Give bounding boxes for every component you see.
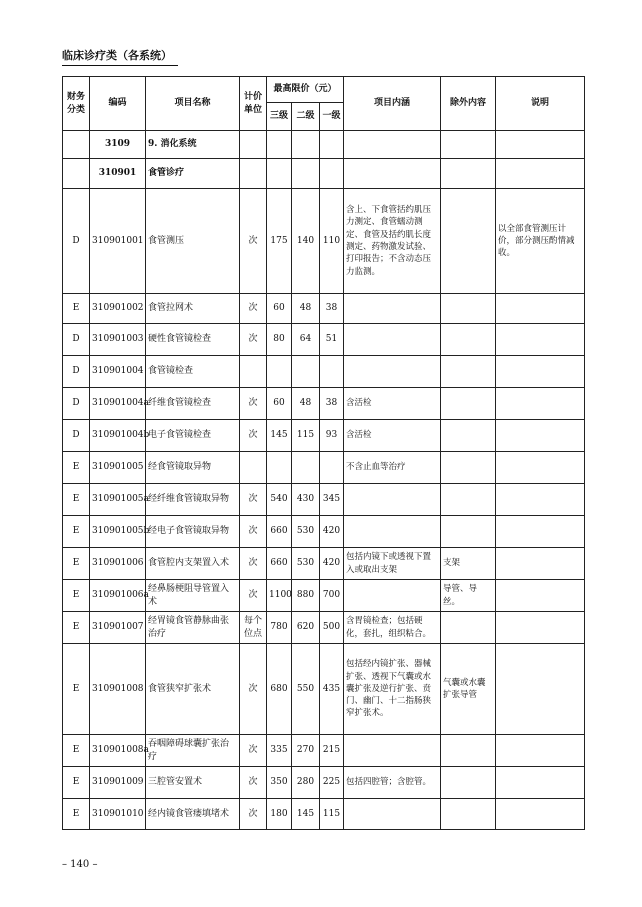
row-content: 含活检 <box>344 388 441 420</box>
row-category: E <box>63 484 90 516</box>
row-code: 310901005a <box>90 484 146 516</box>
row-price-level2: 48 <box>292 294 320 324</box>
row-code: 310901005 <box>90 452 146 484</box>
row-exclusions: 导管、导丝。 <box>441 580 496 612</box>
row-content <box>344 324 441 356</box>
row-exclusions: 气囊或水囊扩张导管 <box>441 644 496 735</box>
row-exclusions <box>441 420 496 452</box>
row-code: 310901010 <box>90 799 146 830</box>
row-category: E <box>63 452 90 484</box>
row-code: 310901008a <box>90 735 146 767</box>
row-name: 食管腔内支架置入术 <box>146 548 240 580</box>
row-exclusions <box>441 356 496 388</box>
row-price-level3: 540 <box>267 484 292 516</box>
row-category: D <box>63 420 90 452</box>
row-content <box>344 294 441 324</box>
row-category: E <box>63 612 90 644</box>
row-price-level2 <box>292 356 320 388</box>
price-table <box>62 76 585 830</box>
row-exclusions: 支架 <box>441 548 496 580</box>
row-content <box>344 580 441 612</box>
row-price-level2: 550 <box>292 644 320 735</box>
table-row <box>63 189 585 294</box>
row-notes <box>496 580 585 612</box>
row-content <box>344 159 441 189</box>
row-name: 经鼻肠梗阻导管置入术 <box>146 580 240 612</box>
row-content: 不含止血等治疗 <box>344 452 441 484</box>
row-price-level1: 93 <box>320 420 344 452</box>
row-price-level2 <box>292 159 320 189</box>
table-row <box>63 356 585 388</box>
row-price-level2: 145 <box>292 799 320 830</box>
row-price-level1: 345 <box>320 484 344 516</box>
row-name: 电子食管镜检查 <box>146 420 240 452</box>
row-price-level2: 48 <box>292 388 320 420</box>
row-price-level1: 38 <box>320 388 344 420</box>
row-price-level1: 700 <box>320 580 344 612</box>
row-category: E <box>63 735 90 767</box>
row-name: 食管狭窄扩张术 <box>146 644 240 735</box>
row-notes <box>496 420 585 452</box>
row-unit: 次 <box>240 516 267 548</box>
row-notes <box>496 735 585 767</box>
header-unit: 计价单位 <box>240 77 267 131</box>
header-code: 编码 <box>90 77 146 131</box>
row-price-level3 <box>267 131 292 159</box>
row-price-level1: 420 <box>320 548 344 580</box>
row-notes <box>496 799 585 830</box>
row-code: 310901005b <box>90 516 146 548</box>
row-price-level2: 530 <box>292 548 320 580</box>
row-category: D <box>63 189 90 294</box>
row-price-level2: 270 <box>292 735 320 767</box>
row-exclusions <box>441 324 496 356</box>
row-price-level3: 660 <box>267 548 292 580</box>
row-notes <box>496 356 585 388</box>
row-category: D <box>63 324 90 356</box>
row-price-level1 <box>320 159 344 189</box>
table-row <box>63 735 585 767</box>
row-unit <box>240 131 267 159</box>
row-code: 310901 <box>90 159 146 189</box>
row-exclusions <box>441 735 496 767</box>
header-level1: 一级 <box>320 103 344 131</box>
row-name: 食管镜检查 <box>146 356 240 388</box>
row-code: 310901006a <box>90 580 146 612</box>
table-row <box>63 131 585 159</box>
page-header: 临床诊疗类（各系统） <box>62 47 178 66</box>
row-content: 包括内镜下或透视下置入或取出支架 <box>344 548 441 580</box>
row-price-level2 <box>292 452 320 484</box>
row-unit: 次 <box>240 735 267 767</box>
row-content <box>344 356 441 388</box>
row-price-level3: 60 <box>267 388 292 420</box>
row-category: E <box>63 294 90 324</box>
table-row <box>63 767 585 799</box>
row-code: 310901006 <box>90 548 146 580</box>
table-row <box>63 580 585 612</box>
row-notes <box>496 131 585 159</box>
row-name: 经电子食管镜取异物 <box>146 516 240 548</box>
row-unit: 每个位点 <box>240 612 267 644</box>
row-exclusions <box>441 294 496 324</box>
row-category: E <box>63 580 90 612</box>
header-name: 项目名称 <box>146 77 240 131</box>
row-price-level2: 620 <box>292 612 320 644</box>
row-code: 310901003 <box>90 324 146 356</box>
row-notes <box>496 324 585 356</box>
header-category: 财务分类 <box>63 77 90 131</box>
row-price-level1: 500 <box>320 612 344 644</box>
row-exclusions <box>441 189 496 294</box>
row-exclusions <box>441 516 496 548</box>
row-notes <box>496 767 585 799</box>
table-row <box>63 420 585 452</box>
row-exclusions <box>441 388 496 420</box>
row-price-level3: 680 <box>267 644 292 735</box>
table-row <box>63 516 585 548</box>
row-price-level3 <box>267 356 292 388</box>
row-price-level3: 660 <box>267 516 292 548</box>
row-name: 食管诊疗 <box>146 159 240 189</box>
row-price-level1 <box>320 131 344 159</box>
row-category: D <box>63 388 90 420</box>
row-exclusions <box>441 767 496 799</box>
row-price-level3 <box>267 159 292 189</box>
row-price-level2: 64 <box>292 324 320 356</box>
row-category <box>63 131 90 159</box>
row-price-level1: 115 <box>320 799 344 830</box>
row-price-level3: 780 <box>267 612 292 644</box>
row-content: 包括四腔管；含腔管。 <box>344 767 441 799</box>
header-notes: 说明 <box>496 77 585 131</box>
row-exclusions <box>441 131 496 159</box>
row-code: 310901009 <box>90 767 146 799</box>
row-name: 经食管镜取异物 <box>146 452 240 484</box>
row-name: 纤维食管镜检查 <box>146 388 240 420</box>
row-content <box>344 516 441 548</box>
table-row <box>63 799 585 830</box>
row-category: E <box>63 644 90 735</box>
row-name: 硬性食管镜检查 <box>146 324 240 356</box>
row-content <box>344 799 441 830</box>
row-code: 310901004a <box>90 388 146 420</box>
row-price-level2: 530 <box>292 516 320 548</box>
row-price-level3: 335 <box>267 735 292 767</box>
row-price-level2 <box>292 131 320 159</box>
row-code: 310901004 <box>90 356 146 388</box>
row-content <box>344 484 441 516</box>
table-row <box>63 484 585 516</box>
row-price-level2: 140 <box>292 189 320 294</box>
row-name: 食管拉网术 <box>146 294 240 324</box>
row-category: E <box>63 548 90 580</box>
row-price-level1: 215 <box>320 735 344 767</box>
row-name: 吞咽障碍球囊扩张治疗 <box>146 735 240 767</box>
row-unit <box>240 159 267 189</box>
row-name: 食管测压 <box>146 189 240 294</box>
row-price-level3: 180 <box>267 799 292 830</box>
row-code: 310901008 <box>90 644 146 735</box>
row-price-level1: 435 <box>320 644 344 735</box>
table-row <box>63 159 585 189</box>
row-code: 310901001 <box>90 189 146 294</box>
row-unit: 次 <box>240 294 267 324</box>
row-notes <box>496 484 585 516</box>
row-unit: 次 <box>240 388 267 420</box>
row-notes <box>496 612 585 644</box>
row-unit: 次 <box>240 580 267 612</box>
row-price-level1 <box>320 452 344 484</box>
row-price-level2: 880 <box>292 580 320 612</box>
row-unit: 次 <box>240 189 267 294</box>
row-price-level2: 280 <box>292 767 320 799</box>
row-price-level3 <box>267 452 292 484</box>
row-notes <box>496 159 585 189</box>
row-content: 包括经内镜扩张、器械扩张、透视下气囊或水囊扩张及逆行扩张、贲门、幽门、十二指肠狭窄扩张术。 <box>344 644 441 735</box>
row-unit: 次 <box>240 767 267 799</box>
table-row <box>63 548 585 580</box>
row-category <box>63 159 90 189</box>
page-footer: – 140 – <box>62 859 98 870</box>
table-row <box>63 612 585 644</box>
row-exclusions <box>441 799 496 830</box>
row-price-level3: 1100 <box>267 580 292 612</box>
row-price-level1 <box>320 356 344 388</box>
row-price-level2: 115 <box>292 420 320 452</box>
row-content: 含活检 <box>344 420 441 452</box>
row-price-level1: 420 <box>320 516 344 548</box>
row-category: E <box>63 767 90 799</box>
row-content <box>344 131 441 159</box>
row-notes <box>496 548 585 580</box>
row-price-level1: 110 <box>320 189 344 294</box>
row-notes <box>496 644 585 735</box>
row-category: E <box>63 516 90 548</box>
row-notes <box>496 452 585 484</box>
table-row <box>63 644 585 735</box>
row-category: E <box>63 799 90 830</box>
row-code: 3109 <box>90 131 146 159</box>
row-price-level1: 225 <box>320 767 344 799</box>
row-notes <box>496 294 585 324</box>
row-exclusions <box>441 612 496 644</box>
row-name: 9. 消化系统 <box>146 131 240 159</box>
row-price-level1: 51 <box>320 324 344 356</box>
row-notes <box>496 388 585 420</box>
row-unit <box>240 356 267 388</box>
header-max-price: 最高限价（元） <box>267 77 344 103</box>
row-name: 三腔管安置术 <box>146 767 240 799</box>
header-level2: 二级 <box>292 103 320 131</box>
row-content: 含上、下食管括约肌压力测定、食管蠕动测定、食管及括约肌长度测定、药物激发试验、打印报告；不含动态压力监测。 <box>344 189 441 294</box>
header-content: 项目内涵 <box>344 77 441 131</box>
row-price-level2: 430 <box>292 484 320 516</box>
table-row <box>63 324 585 356</box>
header-level3: 三级 <box>267 103 292 131</box>
table-row <box>63 294 585 324</box>
row-unit <box>240 452 267 484</box>
row-unit: 次 <box>240 420 267 452</box>
row-unit: 次 <box>240 324 267 356</box>
row-name: 经纤维食管镜取异物 <box>146 484 240 516</box>
row-exclusions <box>441 484 496 516</box>
row-exclusions <box>441 452 496 484</box>
table-row <box>63 452 585 484</box>
row-notes: 以全部食管测压计价，部分测压酌情减收。 <box>496 189 585 294</box>
row-unit: 次 <box>240 484 267 516</box>
row-name: 经内镜食管瘘填堵术 <box>146 799 240 830</box>
row-content <box>344 735 441 767</box>
table-row <box>63 388 585 420</box>
row-price-level1: 38 <box>320 294 344 324</box>
row-notes <box>496 516 585 548</box>
header-exclusions: 除外内容 <box>441 77 496 131</box>
row-code: 310901007 <box>90 612 146 644</box>
row-price-level3: 145 <box>267 420 292 452</box>
row-price-level3: 350 <box>267 767 292 799</box>
row-unit: 次 <box>240 548 267 580</box>
row-exclusions <box>441 159 496 189</box>
row-category: D <box>63 356 90 388</box>
row-price-level3: 60 <box>267 294 292 324</box>
row-code: 310901002 <box>90 294 146 324</box>
row-content: 含胃镜检查；包括硬化，套扎，组织粘合。 <box>344 612 441 644</box>
row-code: 310901004b <box>90 420 146 452</box>
row-unit: 次 <box>240 644 267 735</box>
row-price-level3: 80 <box>267 324 292 356</box>
row-name: 经胃镜食管静脉曲张治疗 <box>146 612 240 644</box>
row-price-level3: 175 <box>267 189 292 294</box>
row-unit: 次 <box>240 799 267 830</box>
